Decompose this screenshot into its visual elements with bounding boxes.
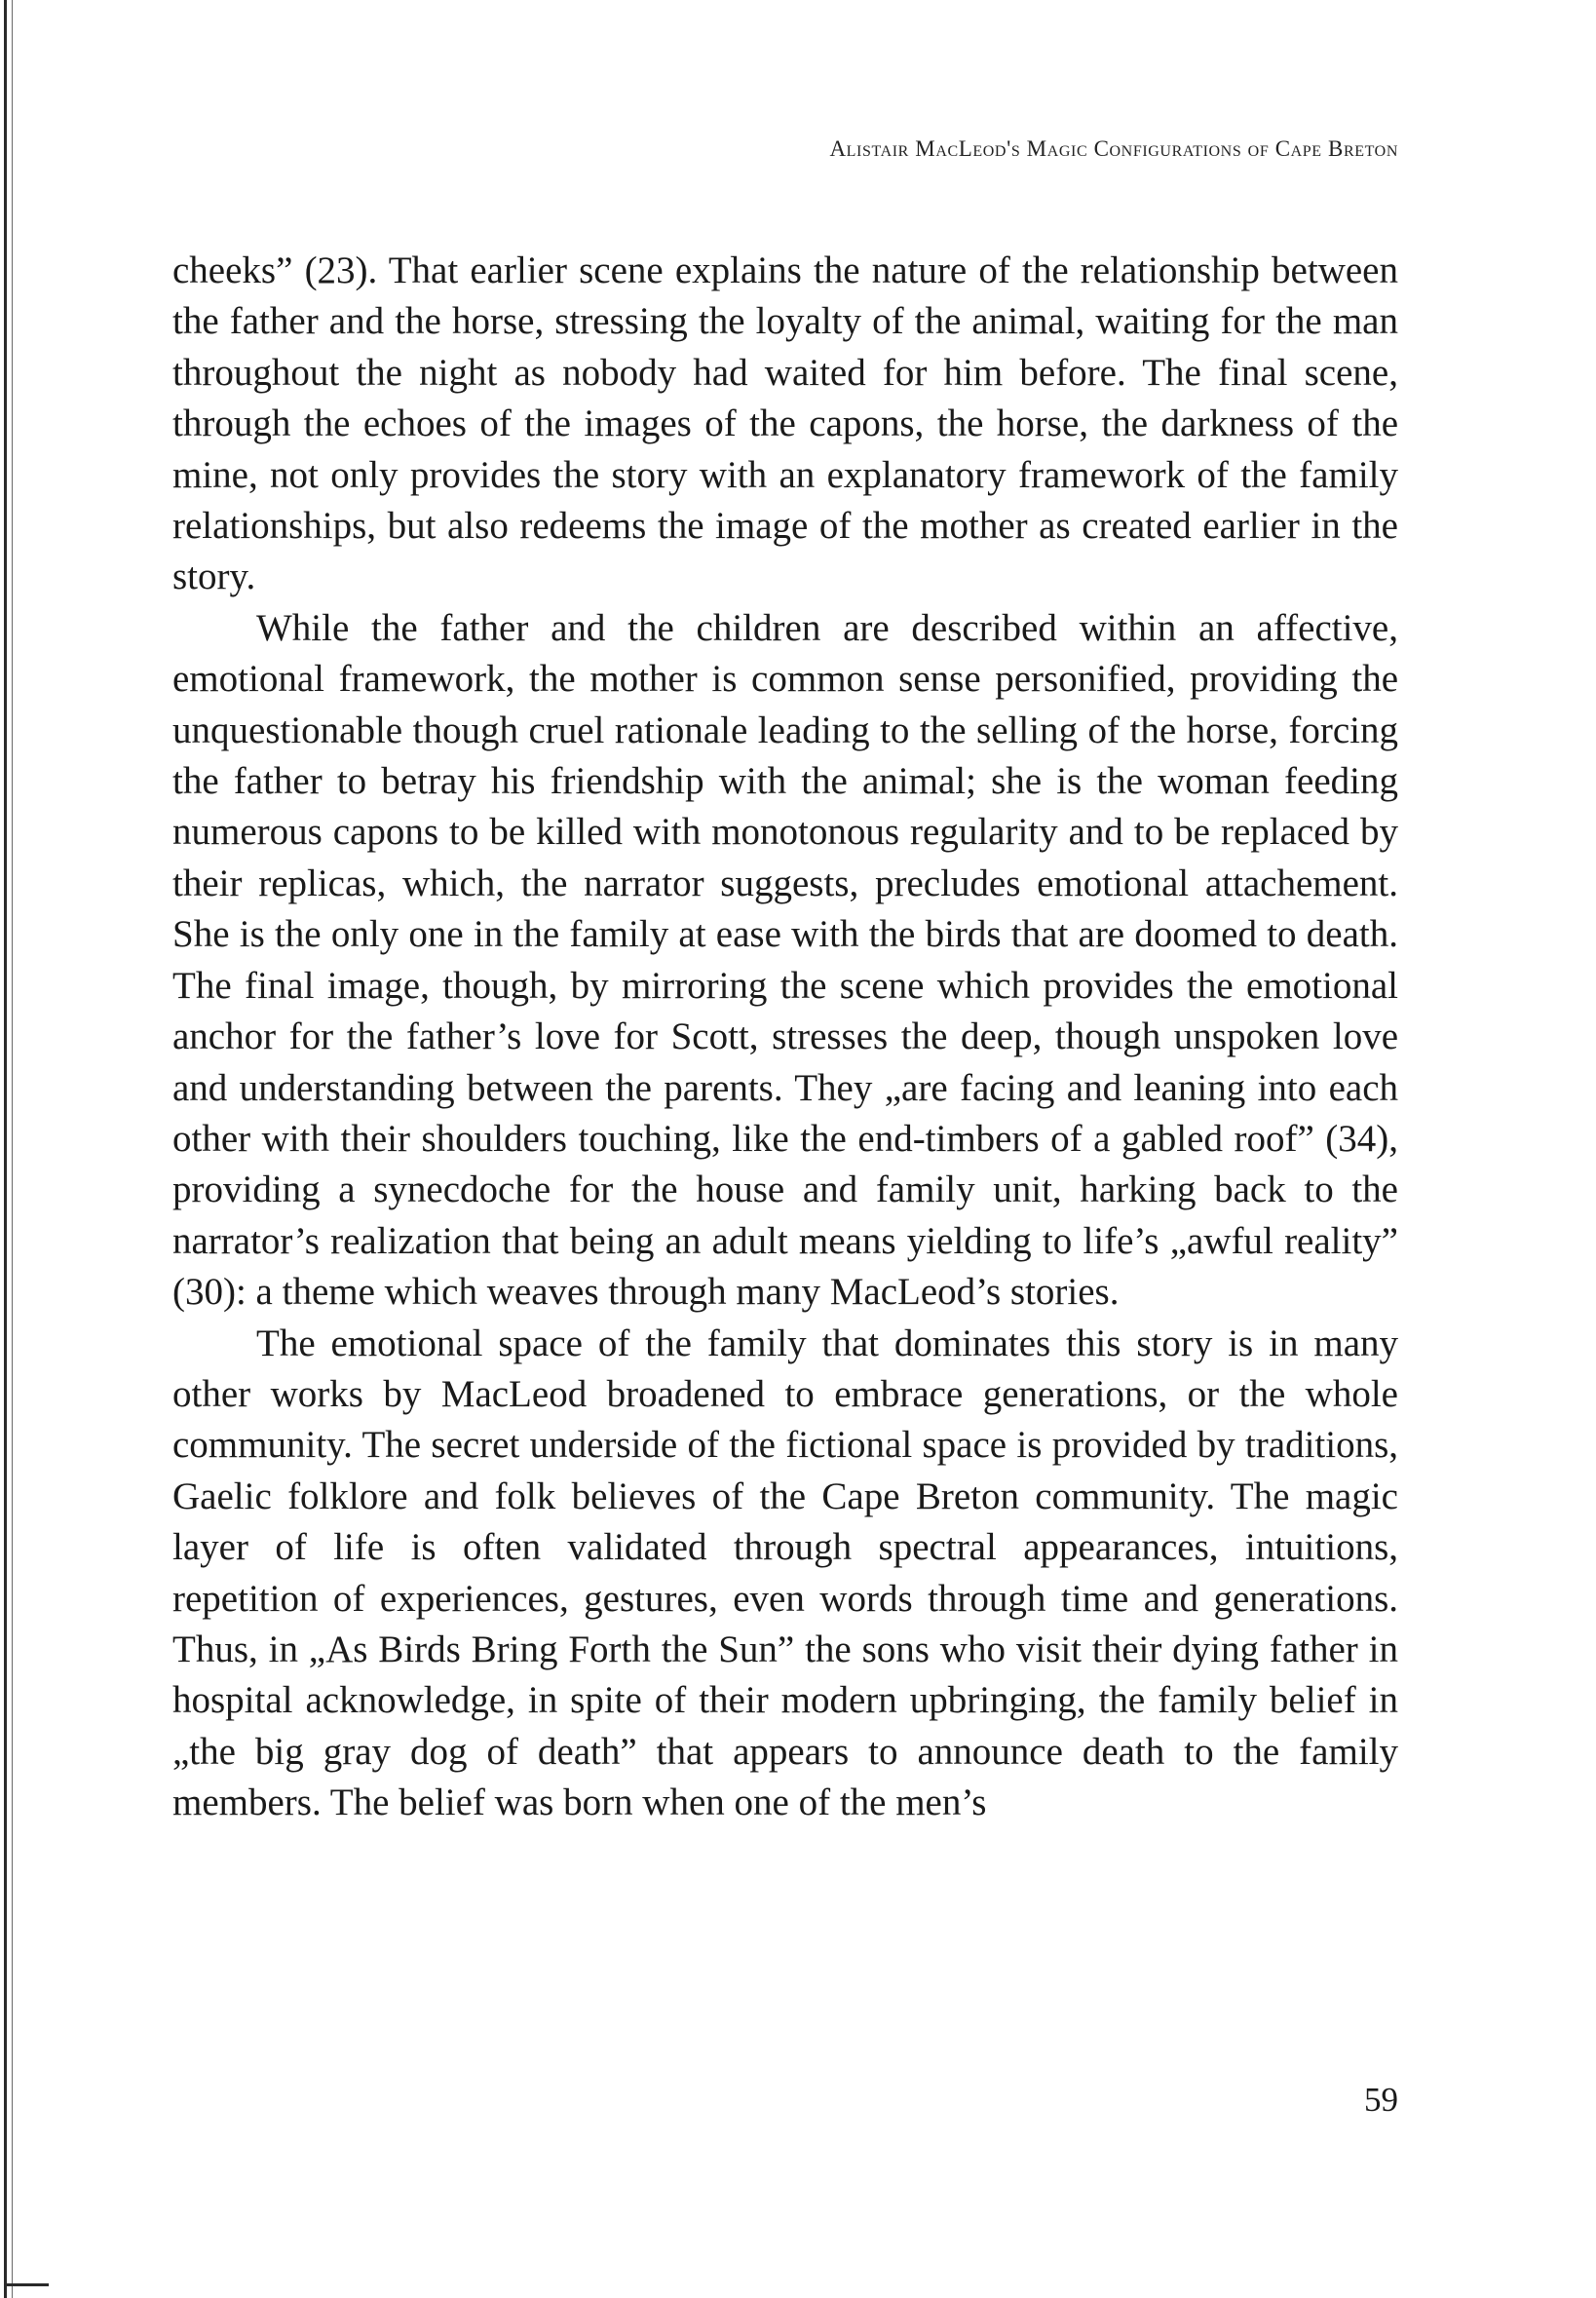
paragraph-1: cheeks” (23). That earlier scene explains the nature of the relationship between the father and the horse, stressing the loyalty of the animal, waiting for the man throughout the night as nobody had waited for him before. The final scene, through the echoes of the images of the capons, the horse, the darkness of the mine, not only provides the story with an explanatory framework of the family relationships, but also redeems the image of the mother as created earlier in the story. <box>172 249 1398 598</box>
paragraph-2: While the father and the children are described within an affective, emotional framework, the mother is common sense personified, providing the unquestionable though cruel rationale leading to the selling of the horse, forcing the father to betray his friendship with the animal; she is the woman feeding numerous capons to be killed with monotonous regularity and to be replaced by their replicas, which, the narrator suggests, precludes emotional attachement. She is the only one in the family at ease with the birds that are doomed to death. The final image, though, by mirroring the scene which provides the emotional anchor for the father’s love for Scott, stresses the deep, though unspoken love and understanding between the parents. They „are facing and leaning into each other with their shoulders touching, like the end-timbers of a gabled roof” (34), providing a synecdoche for the house and family unit, harking back to the narrator’s realization that being an adult means yielding to life’s „awful reality” (30): a theme which weaves through many MacLeod’s stories. <box>172 606 1398 1314</box>
page-number: 59 <box>1364 2081 1398 2119</box>
paragraph-3: The emotional space of the family that dominates this story is in many other works by MacLeod broadened to embrace generations, or the whole community. The secret underside of the fictional space is provided by traditions, Gaelic folklore and folk believes of the Cape Breton community. The magic layer of life is often validated through spectral appearances, intuitions, repetition of experiences, gestures, even words through time and generations. Thus, in „As Birds Bring Forth the Sun” the sons who visit their dying father in hospital acknowledge, in spite of their modern upbringing, the family belief in „the big gray dog of death” that appears to announce death to the family members. The belief was born when one of the men’s <box>172 1321 1398 1824</box>
book-spine-edge <box>0 0 29 2298</box>
spine-foot-mark <box>4 2283 49 2286</box>
running-head: Alistair MacLeod's Magic Configurations of Cape Breton <box>829 136 1398 161</box>
body-text <box>172 246 1398 1829</box>
